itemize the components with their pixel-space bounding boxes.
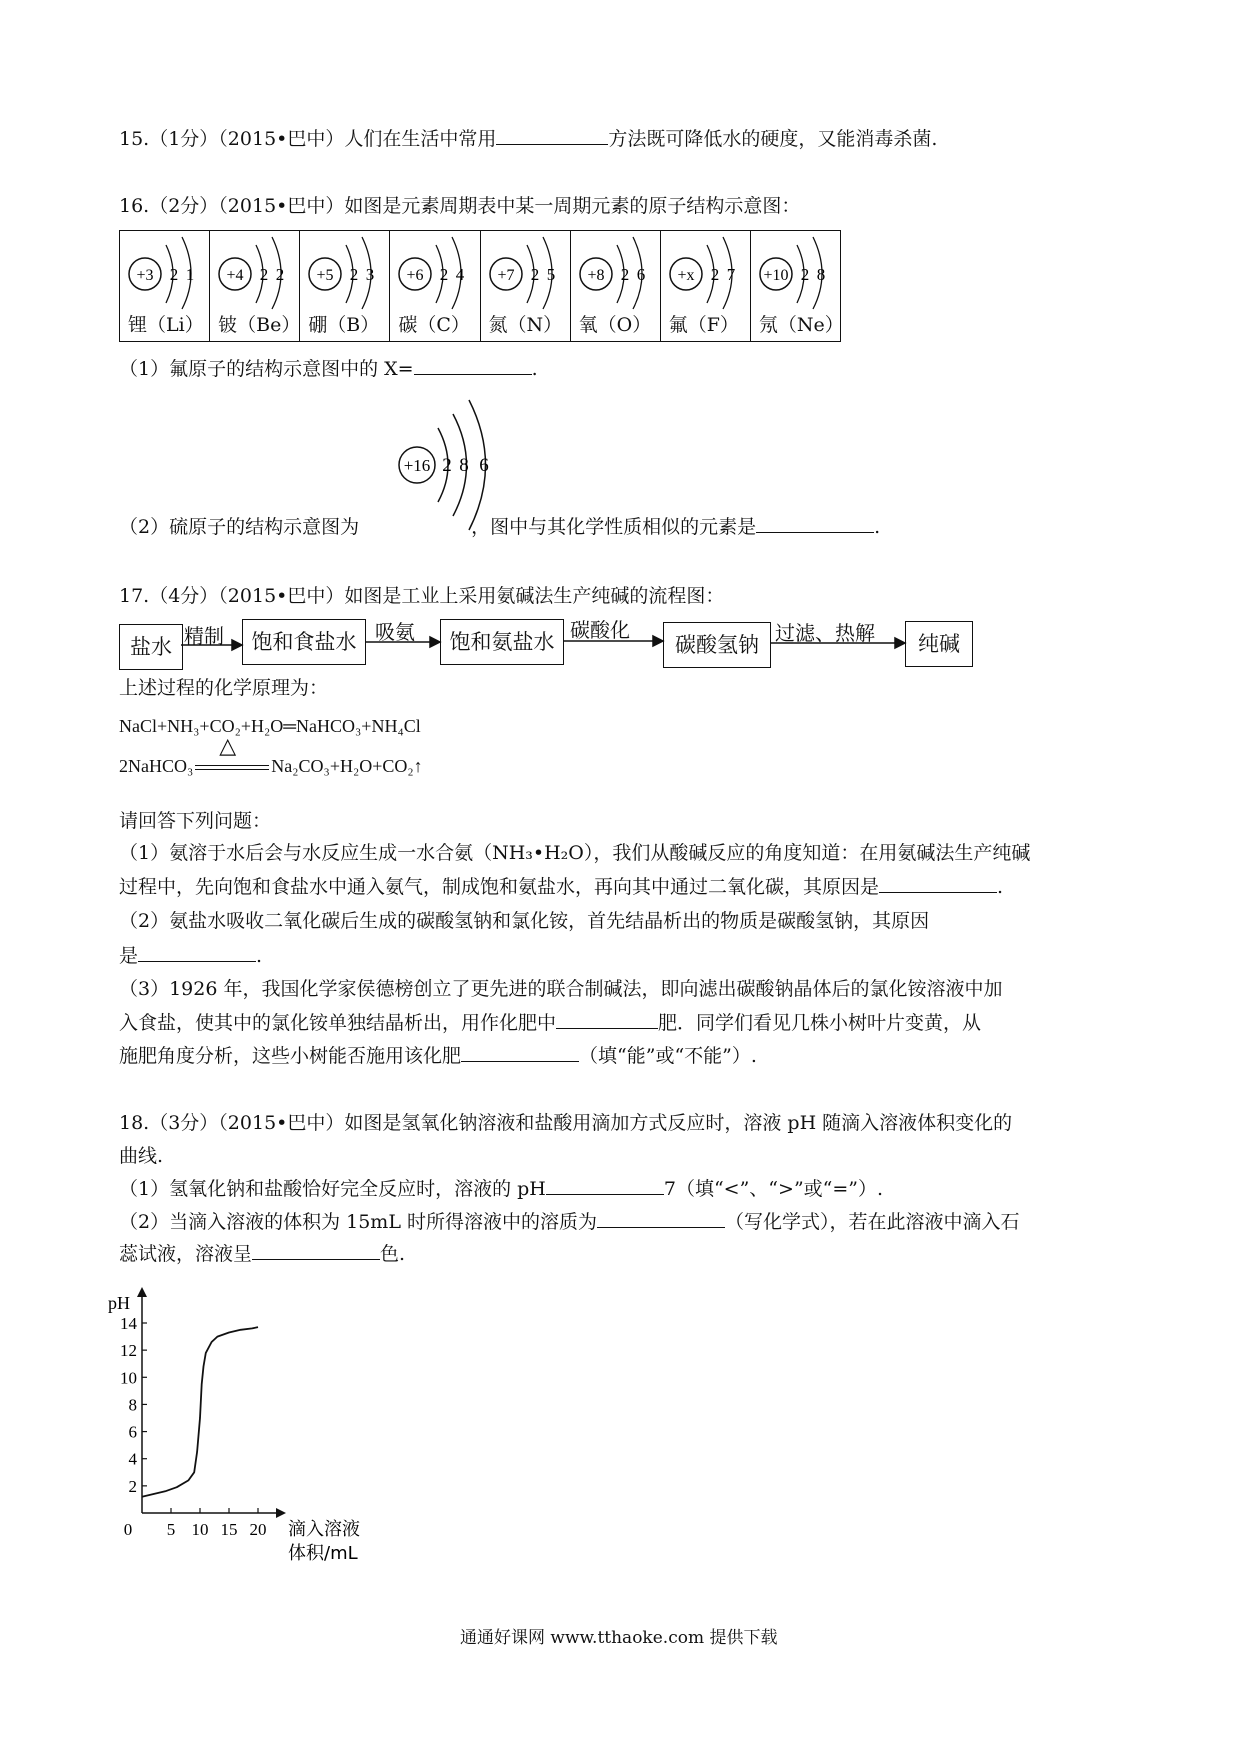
nucleus-charge: +7 bbox=[496, 267, 515, 284]
q17-s1-blank[interactable] bbox=[879, 874, 997, 893]
element-name: 铍（Be） bbox=[218, 314, 301, 336]
shell-electron-count: 1 bbox=[185, 265, 195, 284]
element-name: 硼（B） bbox=[308, 314, 380, 336]
y-tick-label: 4 bbox=[128, 1449, 137, 1469]
question-16-stem: 16.（2分）（2015•巴中）如图是元素周期表中某一周期元素的原子结构示意图： bbox=[119, 195, 801, 217]
q18-s2-l2 bbox=[119, 1241, 405, 1266]
q17-s3-l3 bbox=[119, 1043, 757, 1068]
q16-sub2-end: . bbox=[874, 516, 881, 538]
q17-s1-l2 bbox=[119, 874, 1003, 899]
q16-sub2-mid: ，图中与其化学性质相似的元素是 bbox=[471, 516, 757, 538]
shell-electron-count: 4 bbox=[456, 265, 465, 284]
x-tick-label: 10 bbox=[191, 1520, 209, 1539]
element-name: 氟（F） bbox=[668, 314, 739, 336]
shell-electron-count: 8 bbox=[816, 265, 826, 284]
flow-box-2: 饱和食盐水 bbox=[242, 619, 366, 665]
shell-electron-count: 6 bbox=[636, 265, 645, 284]
y-axis-arrow bbox=[137, 1287, 147, 1297]
footer-source: 通通好课网 www.tthaoke.com 提供下载 bbox=[460, 1628, 778, 1648]
shell-electron-count: 2 bbox=[800, 265, 810, 284]
q18-stem-l2: 曲线. bbox=[119, 1145, 164, 1167]
element-name: 锂（Li） bbox=[128, 314, 204, 336]
eq2-right: Na₂CO₃+H₂O+CO₂↑ bbox=[271, 756, 423, 776]
q18-stem-l1: 18.（3分）（2015•巴中）如图是氢氧化钠溶液和盐酸用滴加方式反应时，溶液 pH 随滴入溶液体积变化的 bbox=[119, 1112, 1013, 1134]
shell-electron-count: 2 bbox=[530, 265, 539, 284]
eq2-condition: △ bbox=[219, 732, 237, 758]
shell-electron-count: 2 bbox=[350, 265, 359, 284]
flow-label-2: 吸氨 bbox=[375, 620, 415, 644]
q17-s1-l2-text: 过程中，先向饱和食盐水中通入氨气，制成饱和氨盐水，再向其中通过二氧化碳，其原因是 bbox=[119, 876, 880, 898]
x-tick-label: 5 bbox=[166, 1520, 176, 1539]
q18-s2-l2-text: 蕊试液，溶液呈 bbox=[119, 1243, 253, 1265]
ph-curve-chart bbox=[100, 1280, 430, 1580]
q18-s1 bbox=[119, 1176, 883, 1201]
q16-sub2-text: （2）硫原子的结构示意图为 bbox=[119, 516, 360, 538]
q15-prefix: 15.（1分）（2015•巴中）人们在生活中常用 bbox=[119, 128, 497, 150]
shell-electron-count: 2 bbox=[259, 265, 269, 284]
q17-s3-l2a: 入食盐，使其中的氯化铵单独结晶析出，用作化肥中 bbox=[119, 1012, 557, 1034]
x-tick-label: 0 bbox=[123, 1520, 133, 1539]
q17-s3-l1: （3）1926 年，我国化学家侯德榜创立了更先进的联合制碱法，即向滤出碳酸钠晶体后的氯化铵溶液中加 bbox=[119, 978, 1003, 1000]
q17-s3-blank-1[interactable] bbox=[556, 1010, 658, 1029]
shell-electron-count: 2 bbox=[620, 265, 629, 284]
element-name: 碳（C） bbox=[398, 314, 470, 336]
flow-box-1: 盐水 bbox=[119, 624, 183, 670]
q17-equation-1: NaCl+NH₃+CO₂+H₂O═NaHCO₃+NH₄Cl bbox=[119, 716, 421, 736]
flow-box-5: 纯碱 bbox=[905, 621, 973, 667]
x-tick-label: 15 bbox=[220, 1520, 238, 1539]
y-axis-label: pH bbox=[108, 1293, 130, 1313]
eq2-left: 2NaHCO₃ bbox=[119, 756, 194, 776]
nucleus-charge: +5 bbox=[316, 267, 334, 284]
shell-electron-count: 7 bbox=[726, 265, 735, 284]
q17-equation-2 bbox=[119, 732, 423, 777]
nucleus-charge: +x bbox=[677, 267, 695, 284]
x-axis-label-line-2: 体积/mL bbox=[288, 1543, 358, 1564]
element-name: 氮（N） bbox=[488, 314, 563, 336]
flow-label-4: 过滤、热解 bbox=[775, 621, 875, 645]
flow-label-1: 精制 bbox=[184, 624, 224, 648]
y-tick-label: 2 bbox=[128, 1476, 137, 1496]
q18-s2-blank-1[interactable] bbox=[597, 1209, 725, 1228]
element-name: 氖（Ne） bbox=[758, 314, 844, 336]
q17-s2-end: . bbox=[256, 945, 263, 967]
flow-label-3: 碳酸化 bbox=[570, 618, 630, 642]
q16-sub1-text: （1）氟原子的结构示意图中的 X= bbox=[119, 358, 414, 380]
sulfur-shell-2: 8 bbox=[459, 455, 469, 476]
q17-s1-l1: （1）氨溶于水后会与水反应生成一水合氨（NH₃•H₂O），我们从酸碱反应的角度知道：在用氨碱法生产纯碱 bbox=[119, 842, 1031, 864]
shell-electron-count: 2 bbox=[710, 265, 719, 284]
x-axis-arrow bbox=[276, 1508, 286, 1518]
y-tick-label: 6 bbox=[128, 1422, 137, 1442]
shell-electron-count: 3 bbox=[366, 265, 375, 284]
q18-s1-blank[interactable] bbox=[546, 1176, 664, 1195]
sulfur-shell-1: 2 bbox=[442, 455, 452, 476]
q17-s2-l2-text: 是 bbox=[119, 945, 139, 967]
q18-s2-blank-2[interactable] bbox=[252, 1241, 380, 1260]
q18-s1-text: （1）氢氧化钠和盐酸恰好完全反应时，溶液的 pH bbox=[119, 1178, 546, 1200]
q18-s2-end: 色. bbox=[380, 1243, 406, 1265]
shell-electron-count: 2 bbox=[169, 265, 179, 284]
nucleus-charge: +3 bbox=[136, 267, 154, 284]
ph-curve-line bbox=[142, 1327, 258, 1497]
nucleus-charge: +6 bbox=[406, 267, 424, 284]
eq2-equals-sign bbox=[195, 765, 269, 770]
y-tick-label: 8 bbox=[128, 1395, 137, 1415]
nucleus-charge: +10 bbox=[763, 267, 789, 284]
q17-s3-blank-2[interactable] bbox=[461, 1043, 579, 1062]
q18-s2-text: （2）当滴入溶液的体积为 15mL 时所得溶液中的溶质为 bbox=[119, 1211, 597, 1233]
x-axis-label-line-1: 滴入溶液 bbox=[288, 1519, 360, 1540]
flow-box-3: 饱和氨盐水 bbox=[440, 619, 564, 665]
shell-electron-count: 2 bbox=[275, 265, 285, 284]
q18-s1-end: 7（填“<”、“>”或“=”）. bbox=[663, 1178, 884, 1200]
q17-s2-blank[interactable] bbox=[138, 943, 256, 962]
y-tick-label: 10 bbox=[120, 1368, 137, 1388]
q17-principle: 上述过程的化学原理为： bbox=[119, 677, 329, 699]
q17-s3-l2 bbox=[119, 1010, 981, 1035]
q18-s2-mid: （写化学式），若在此溶液中滴入石 bbox=[724, 1211, 1020, 1233]
q17-s3-l3a: 施肥角度分析，这些小树能否施用该化肥 bbox=[119, 1045, 462, 1067]
flow-arrows bbox=[0, 0, 1240, 700]
shell-electron-count: 5 bbox=[546, 265, 555, 284]
flow-box-4: 碳酸氢钠 bbox=[663, 622, 771, 668]
question-17-stem: 17.（4分）（2015•巴中）如图是工业上采用氨碱法生产纯碱的流程图： bbox=[119, 585, 725, 607]
element-name: 氧（O） bbox=[578, 314, 652, 336]
nucleus-charge: +8 bbox=[587, 267, 605, 284]
q17-s2-l2 bbox=[119, 943, 262, 968]
y-tick-label: 12 bbox=[120, 1341, 137, 1361]
q17-s2-l1: （2）氨盐水吸收二氧化碳后生成的碳酸氢钠和氯化铵，首先结晶析出的物质是碳酸氢钠，其原因 bbox=[119, 910, 930, 932]
sulfur-nucleus-label: +16 bbox=[403, 456, 431, 475]
q17-s3-l3b: （填“能”或“不能”）. bbox=[579, 1045, 757, 1067]
q18-s2 bbox=[119, 1209, 1020, 1234]
nucleus-charge: +4 bbox=[226, 267, 244, 284]
q15-suffix: 方法既可降低水的硬度，又能消毒杀菌. bbox=[608, 128, 938, 150]
shell-electron-count: 2 bbox=[440, 265, 449, 284]
sulfur-shell-3: 6 bbox=[479, 455, 489, 476]
q17-s3-l2b: 肥．同学们看见几株小树叶片变黄，从 bbox=[658, 1012, 982, 1034]
q17-ask: 请回答下列问题： bbox=[119, 810, 272, 832]
y-tick-label: 14 bbox=[120, 1314, 137, 1333]
q17-s1-end: . bbox=[997, 876, 1004, 898]
q16-sub1-end: . bbox=[531, 358, 538, 380]
x-tick-label: 20 bbox=[249, 1520, 267, 1539]
